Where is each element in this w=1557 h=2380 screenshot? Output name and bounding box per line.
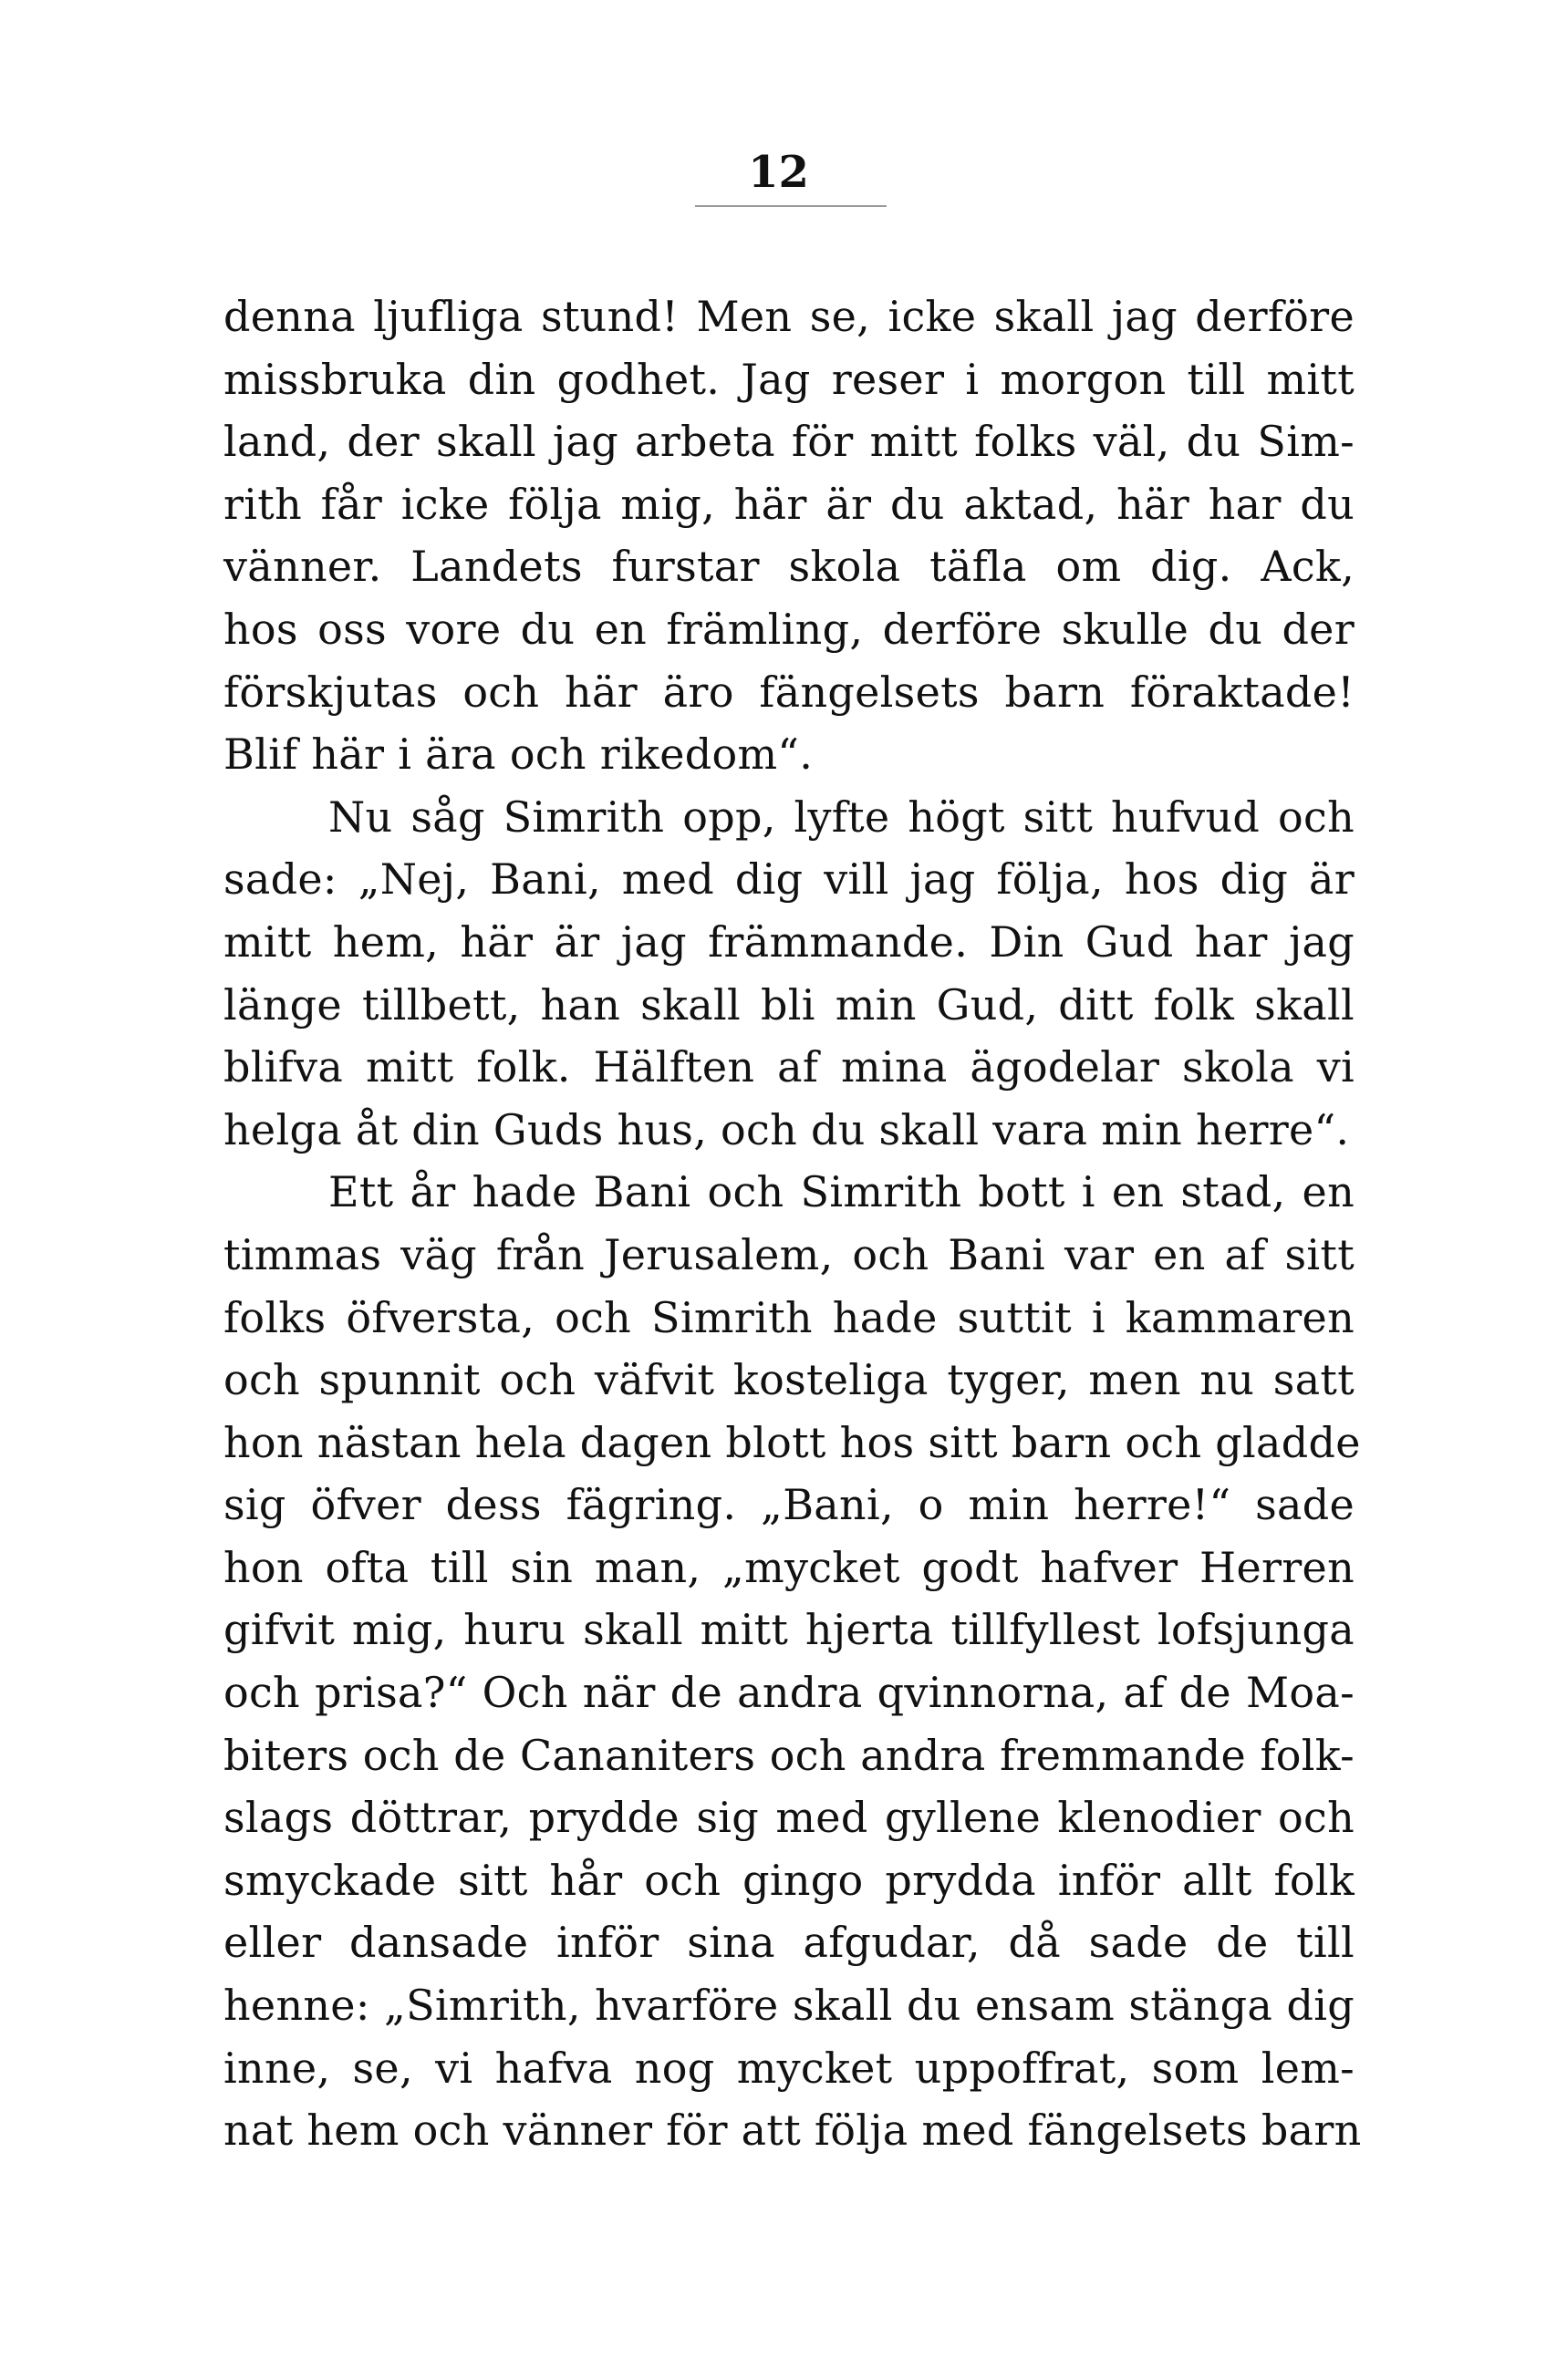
text-line: och spunnit och väfvit kosteliga tyger, men nu satt: [223, 1355, 1355, 1405]
text-line: hos oss vore du en främling, derföre skulle du der: [223, 604, 1355, 654]
text-line: sig öfver dess fägring. „Bani, o min herre!“ sade: [223, 1480, 1355, 1530]
text-line: inne, se, vi hafva nog mycket uppoffrat, som lem-: [223, 2043, 1355, 2093]
text-line: gifvit mig, huru skall mitt hjerta tillfyllest lofsjunga: [223, 1605, 1355, 1655]
text-line: smyckade sitt hår och gingo prydda inför allt folk: [223, 1855, 1355, 1905]
text-line: hon nästan hela dagen blott hos sitt barn och gladde: [223, 1417, 1361, 1467]
text-line: och prisa?“ Och när de andra qvinnorna, af de Moa-: [223, 1668, 1355, 1718]
text-line: rith får icke följa mig, här är du aktad, här har du: [223, 479, 1355, 529]
text-line: länge tillbett, han skall bli min Gud, ditt folk skall: [223, 979, 1355, 1030]
text-line: förskjutas och här äro fängelsets barn föraktade!: [223, 667, 1355, 717]
text-line: eller dansade inför sina afgudar, då sade de till: [223, 1918, 1355, 1968]
body-text: [223, 285, 1362, 2162]
paragraph: [223, 786, 1355, 1162]
text-line: hon ofta till sin man, „mycket godt hafver Herren: [223, 1542, 1355, 1592]
paragraph: [223, 1161, 1362, 2162]
text-line: vänner. Landets furstar skola täfla om dig. Ack,: [223, 542, 1355, 592]
text-line: Nu såg Simrith opp, lyfte högt sitt hufvud och: [328, 792, 1355, 842]
text-line: Ett år hade Bani och Simrith bott i en stad, en: [328, 1167, 1355, 1217]
text-line: biters och de Cananiters och andra fremmande folk-: [223, 1730, 1355, 1780]
header-rule: [695, 205, 887, 207]
text-line: slags döttrar, prydde sig med gyllene klenodier och: [223, 1793, 1355, 1843]
text-line: mitt hem, här är jag främmande. Din Gud har jag: [223, 916, 1355, 967]
text-line: missbruka din godhet. Jag reser i morgon till mitt: [223, 354, 1355, 404]
text-line: Blif här i ära och rikedom“.: [223, 730, 814, 780]
paragraph: [223, 285, 1355, 786]
text-line: land, der skall jag arbeta för mitt folks väl, du Sim-: [223, 417, 1355, 467]
text-line: sade: „Nej, Bani, med dig vill jag följa, hos dig är: [223, 854, 1355, 905]
text-line: nat hem och vänner för att följa med fängelsets barn: [223, 2106, 1362, 2156]
text-line: helga åt din Guds hus, och du skall vara min herre“.: [223, 1104, 1350, 1154]
text-line: folks öfversta, och Simrith hade suttit i kammaren: [223, 1292, 1355, 1342]
text-line: denna ljufliga stund! Men se, icke skall jag derföre: [223, 292, 1355, 341]
text-line: timmas väg från Jerusalem, och Bani var en af sitt: [223, 1229, 1355, 1279]
text-line: blifva mitt folk. Hälften af mina ägodelar skola vi: [223, 1042, 1355, 1092]
page-number: 12: [748, 147, 809, 198]
text-line: henne: „Simrith, hvarföre skall du ensam stänga dig: [223, 1981, 1355, 2031]
